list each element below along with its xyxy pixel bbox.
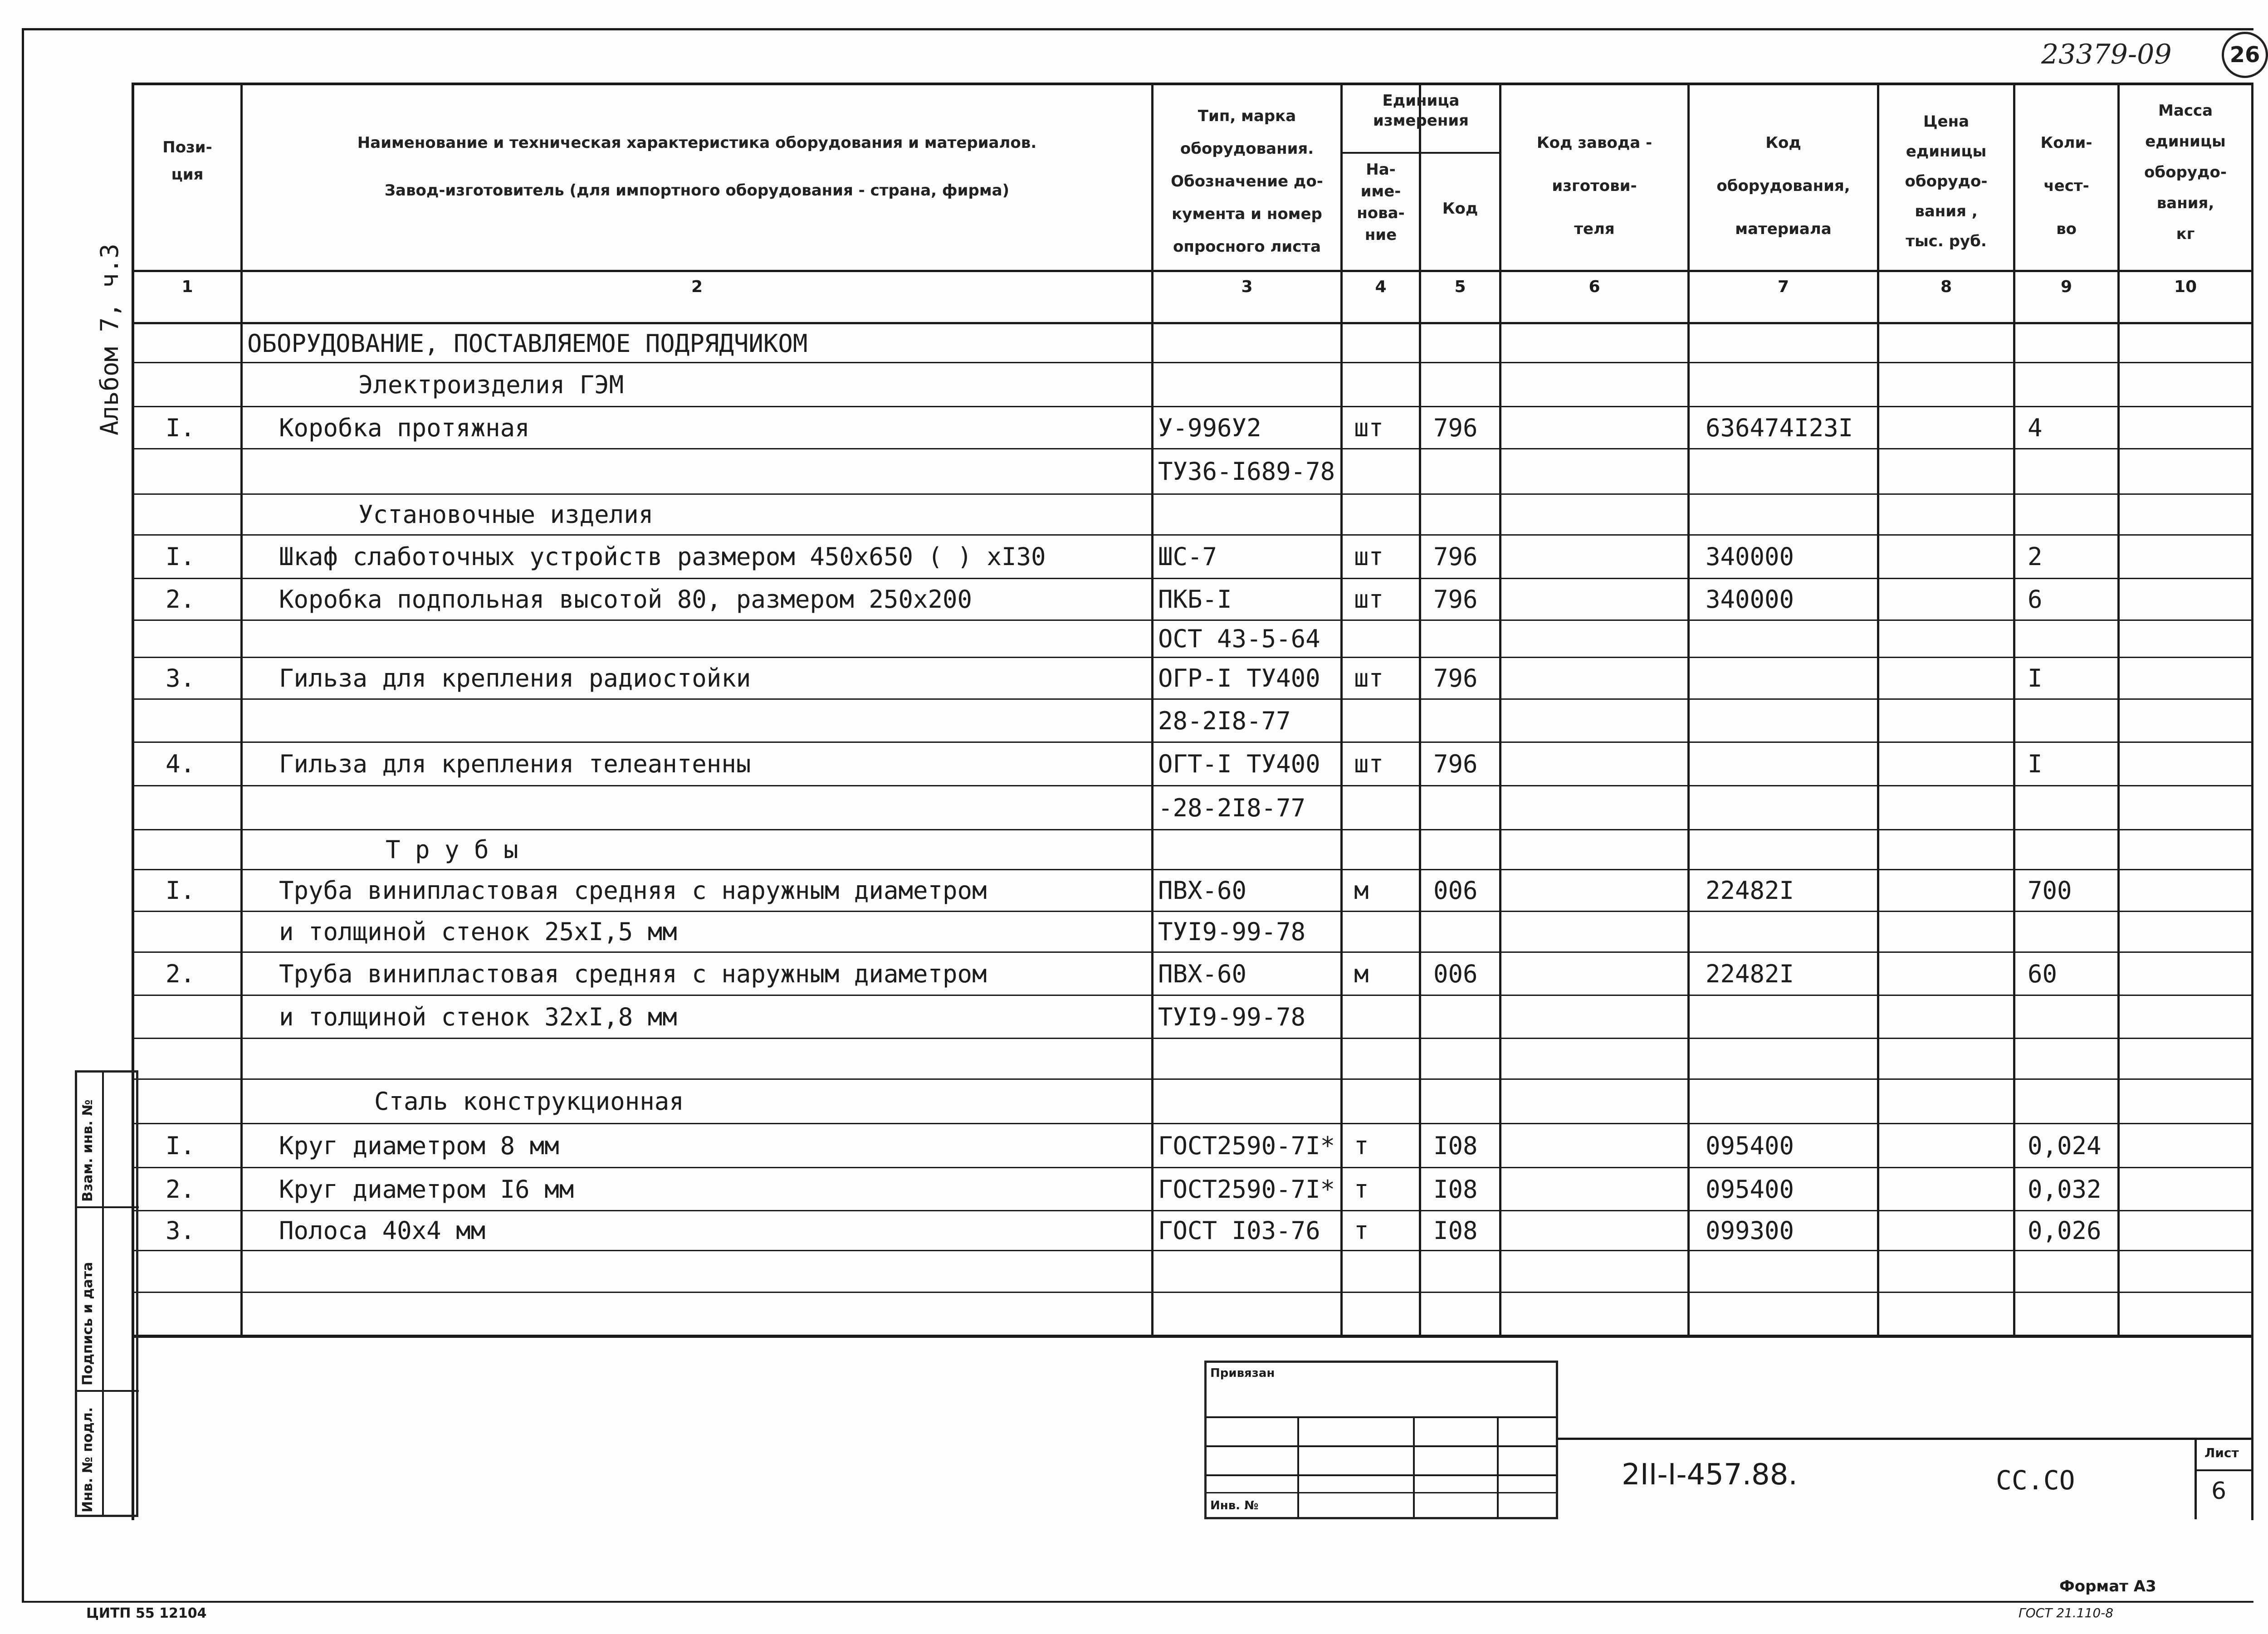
cell-material-code: 340000 (1706, 585, 1794, 614)
col10-header: Масса единицы оборудо- вания, кг (2144, 102, 2227, 243)
cell-type: ОСТ 43-5-64 (1158, 624, 1320, 653)
cell-name: Гильза для крепления телеантенны (279, 750, 751, 778)
format-label: Формат А3 (2059, 1577, 2156, 1595)
cell-unit: т (1354, 1131, 1369, 1160)
cell-name: Труба винипластовая средняя с наружным диаметром (279, 876, 987, 905)
section-title: ОБОРУДОВАНИЕ, ПОСТАВЛЯЕМОЕ ПОДРЯДЧИКОМ (247, 329, 808, 358)
cell-position: I. (166, 1131, 196, 1160)
col8-header: Цена единицы оборудо- вания , тыс. руб. (1905, 112, 1988, 250)
col3-header: Тип, марка оборудования. Обозначение до- кумента и номер опросного листа (1171, 107, 1323, 256)
stamp-tied-label: Привязан (1210, 1366, 1275, 1380)
cell-material-code: 340000 (1706, 542, 1794, 571)
cell-unit: т (1354, 1175, 1369, 1204)
cell-position: 2. (166, 959, 196, 988)
document-mark: СС.СО (1996, 1465, 2075, 1496)
cell-type: ПКБ-I (1158, 585, 1232, 614)
cell-material-code: 095400 (1706, 1175, 1794, 1204)
cell-material-code: 636474I23I (1706, 413, 1853, 442)
col9-header: Коли- чест- во (2040, 134, 2092, 238)
cell-unit-code: I08 (1433, 1216, 1478, 1245)
cell-unit-code: I08 (1433, 1131, 1478, 1160)
cell-name: и толщиной стенок 25хI,5 мм (279, 917, 677, 946)
cell-position: 2. (166, 1175, 196, 1204)
cell-unit: шт (1354, 585, 1384, 614)
cell-unit: шт (1354, 413, 1384, 442)
strip-label-replace: Взам. инв. № (80, 1099, 96, 1202)
cell-type: 28-2I8-77 (1158, 706, 1291, 735)
cell-position: I. (166, 876, 196, 905)
cell-unit-code: 796 (1433, 542, 1478, 571)
sheet-label: Лист (2204, 1445, 2239, 1460)
document-code: 2II-I-457.88. (1622, 1458, 1798, 1492)
cell-unit: м (1354, 876, 1369, 905)
archive-number: 23379-09 (2041, 39, 2172, 70)
cell-position: I. (166, 413, 196, 442)
cell-position: 3. (166, 1216, 196, 1245)
cell-unit-code: 006 (1433, 876, 1478, 905)
cell-unit-code: 796 (1433, 664, 1478, 693)
col-number: 2 (691, 278, 703, 296)
cell-name: Коробка подпольная высотой 80, размером 250х200 (279, 585, 973, 614)
col-number: 3 (1241, 278, 1253, 296)
strip-label-signature: Подпись и дата (80, 1262, 96, 1385)
col1-header: Пози- ция (162, 138, 212, 184)
cell-type: ПВХ-60 (1158, 876, 1247, 905)
cell-type: ТУI9-99-78 (1158, 917, 1306, 946)
cell-type: ОГР-I ТУ400 (1158, 664, 1320, 693)
col-number: 9 (2060, 278, 2072, 296)
col-number: 4 (1375, 278, 1387, 296)
cell-material-code: 22482I (1706, 876, 1794, 905)
cell-quantity: 4 (2028, 413, 2043, 442)
cell-name: Полоса 40х4 мм (279, 1216, 486, 1245)
cell-name: Гильза для крепления радиостойки (279, 664, 751, 693)
col-number: 6 (1589, 278, 1600, 296)
cell-position: I. (166, 542, 196, 571)
cell-name: Коробка протяжная (279, 413, 530, 442)
cell-unit-code: I08 (1433, 1175, 1478, 1204)
col45-header: Единица измерения (1373, 92, 1469, 130)
col5-header: Код (1442, 200, 1478, 218)
col-number: 1 (181, 278, 193, 296)
cell-name: Круг диаметром 8 мм (279, 1131, 559, 1160)
cell-type: ГОСТ2590-7I* (1158, 1131, 1335, 1160)
cell-material-code: 22482I (1706, 959, 1794, 988)
section-title: Установочные изделия (358, 500, 654, 529)
strip-label-original: Инв. № подл. (80, 1407, 96, 1512)
cell-position: 3. (166, 664, 196, 693)
col4-header: На- име- нова- ние (1357, 161, 1405, 244)
cell-type: ПВХ-60 (1158, 959, 1247, 988)
cell-position: 2. (166, 585, 196, 614)
left-stamp-strip (75, 1070, 138, 1517)
sheet-circle-number: 26 (2229, 42, 2260, 68)
col2-header-line1: Наименование и техническая характеристика оборудования и материалов. (357, 134, 1037, 152)
cell-name: и толщиной стенок 32хI,8 мм (279, 1002, 677, 1031)
cell-material-code: 099300 (1706, 1216, 1794, 1245)
cell-quantity: I (2028, 664, 2043, 693)
cell-type: ГОСТ I03-76 (1158, 1216, 1320, 1245)
cell-unit-code: 796 (1433, 413, 1478, 442)
cell-quantity: 6 (2028, 585, 2043, 614)
cell-name: Труба винипластовая средняя с наружным диаметром (279, 959, 987, 988)
org-code: ЦИТП 55 12104 (86, 1605, 207, 1621)
cell-unit: т (1354, 1216, 1369, 1245)
cell-type: -28-2I8-77 (1158, 793, 1306, 822)
cell-material-code: 095400 (1706, 1131, 1794, 1160)
gost-label: ГОСТ 21.110-8 (2019, 1605, 2114, 1620)
section-title: Т р у б ы (386, 835, 518, 864)
cell-name: Шкаф слаботочных устройств размером 450х650 ( ) хI30 (279, 542, 1046, 571)
cell-quantity: 0,032 (2028, 1175, 2102, 1204)
col7-header: Код оборудования, материала (1716, 134, 1850, 238)
cell-quantity: I (2028, 750, 2043, 778)
col6-header: Код завода - изготови- теля (1536, 134, 1652, 238)
cell-quantity: 0,026 (2028, 1216, 2102, 1245)
cell-position: 4. (166, 750, 196, 778)
cell-unit-code: 796 (1433, 750, 1478, 778)
cell-quantity: 2 (2028, 542, 2043, 571)
cell-unit: шт (1354, 542, 1384, 571)
cell-quantity: 700 (2028, 876, 2072, 905)
cell-unit: шт (1354, 750, 1384, 778)
cell-quantity: 60 (2028, 959, 2058, 988)
cell-type: ШС-7 (1158, 542, 1217, 571)
col-number: 7 (1777, 278, 1789, 296)
cell-type: У-996У2 (1158, 413, 1261, 442)
cell-unit-code: 796 (1433, 585, 1478, 614)
cell-type: ТУ36-I689-78 (1158, 457, 1335, 486)
section-title: Электроизделия ГЭМ (358, 370, 624, 399)
cell-type: ТУI9-99-78 (1158, 1002, 1306, 1031)
stamp-binding-box (1204, 1361, 1558, 1519)
col-number: 5 (1454, 278, 1466, 296)
sheet-circle (2222, 32, 2268, 78)
album-label: Альбом 7, ч.3 (95, 244, 124, 435)
sheet-number: 6 (2211, 1478, 2227, 1505)
stamp-inv-label: Инв. № (1210, 1499, 1259, 1512)
cell-name: Круг диаметром I6 мм (279, 1175, 574, 1204)
cell-unit-code: 006 (1433, 959, 1478, 988)
cell-type: ГОСТ2590-7I* (1158, 1175, 1335, 1204)
cell-type: ОГТ-I ТУ400 (1158, 750, 1320, 778)
col-number: 10 (2174, 278, 2197, 296)
cell-unit: шт (1354, 664, 1384, 693)
col-number: 8 (1940, 278, 1952, 296)
section-title: Сталь конструкционная (374, 1087, 684, 1116)
cell-unit: м (1354, 959, 1369, 988)
col2-header-line2: Завод-изготовитель (для импортного оборудования - страна, фирма) (384, 181, 1010, 200)
cell-quantity: 0,024 (2028, 1131, 2102, 1160)
